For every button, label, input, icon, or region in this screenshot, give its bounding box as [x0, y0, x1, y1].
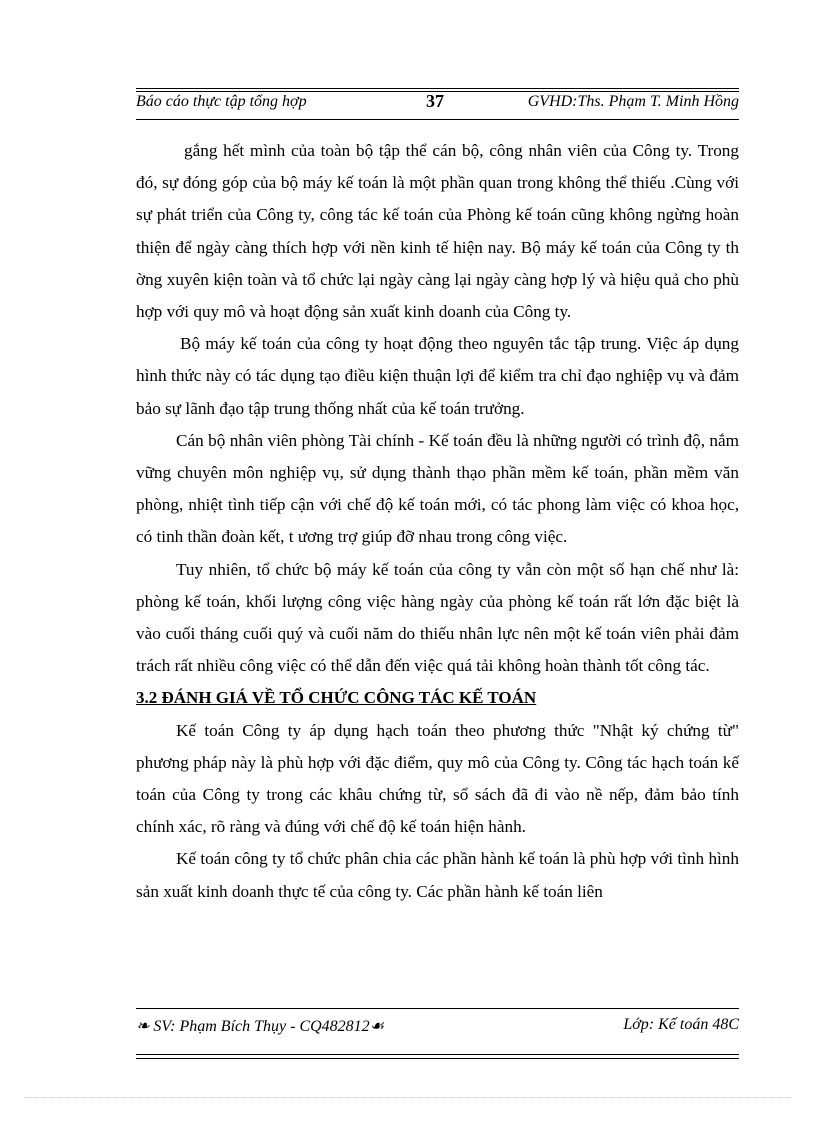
- section-heading: 3.2 ĐÁNH GIÁ VỀ TỔ CHỨC CÔNG TÁC KẾ TOÁN: [136, 688, 537, 708]
- header-rule-top: [136, 88, 739, 89]
- footer-rule-top: [136, 1008, 739, 1009]
- footer-rule-double-1: [136, 1054, 739, 1055]
- footer-rule-double-2: [136, 1058, 739, 1059]
- paragraph: Bộ máy kế toán của công ty hoạt động theo nguyên tắc tập trung. Việc áp dụng hình thức này có tác dụng tạo điều kiện thuận lợi để kiểm tra chỉ đạo nghiệp vụ và đảm bảo sự lãnh đạo tập trung thống nhất của kế toán trưởng.: [136, 334, 739, 418]
- document-body: [136, 135, 739, 908]
- paragraph: Kế toán công ty tổ chức phân chia các phần hành kế toán là phù hợp với tình hình sản xuất kinh doanh thực tế của công ty. Các phần hành kế toán liên: [136, 849, 739, 901]
- page-header: [136, 93, 739, 117]
- student-info: ❧ SV: Phạm Bích Thụy - CQ482812☙: [136, 1018, 385, 1035]
- paragraph: gắng hết mình của toàn bộ tập thể cán bộ, công nhân viên của Công ty. Trong đó, sự đóng góp của bộ máy kế toán là một phần quan trong không thể thiếu .Cùng với sự phát triển của Công ty, công tác kế toán của Phòng kế toán cũng không ngừng hoàn thiện để ngày càng thích hợp với nền kinh tế hiện nay. Bộ máy kế toán của Công ty th ờng xuyên kiện toàn và tổ chức lại ngày càng lại ngày càng hợp lý và hiệu quả cho phù hợp với quy mô và hoạt động sản xuất kinh doanh của Công ty.: [136, 141, 739, 322]
- advisor-name: GVHD:Ths. Phạm T. Minh Hồng: [527, 93, 739, 110]
- page-edge-dotted-line: [24, 1097, 792, 1098]
- header-underline: [136, 119, 739, 120]
- paragraph: Tuy nhiên, tổ chức bộ máy kế toán của công ty vẫn còn một số hạn chế như là: phòng kế toán, khối lượng công việc hàng ngày của phòng kế toán rất lớn đặc biệt là vào cuối tháng cuối quý và cuối năm do thiếu nhân lực nên một kế toán viên phải đảm trách rất nhiều công việc có thể dẫn đến việc quá tải không hoàn thành tốt công tác.: [136, 559, 739, 676]
- page-number: 37: [426, 91, 444, 111]
- report-title: Báo cáo thực tập tổng hợp: [136, 93, 307, 110]
- class-info: Lớp: Kế toán 48C: [623, 1016, 739, 1033]
- paragraph: Cán bộ nhân viên phòng Tài chính - Kế toán đều là những người có trình độ, nắm vững chuyên môn nghiệp vụ, sử dụng thành thạo phần mềm kế toán, phần mềm văn phòng, nhiệt tình tiếp cận với chế độ kế toán mới, có tác phong làm việc có khoa học, có tinh thần đoàn kết, t ương trợ giúp đỡ nhau trong công việc.: [136, 430, 739, 547]
- paragraph: Kế toán Công ty áp dụng hạch toán theo phương thức "Nhật ký chứng từ" phương pháp này là phù hợp với đặc điểm, quy mô của Công ty. Công tác hạch toán kế toán của Công ty trong các khâu chứng từ, sổ sách đã đi vào nề nếp, đảm bảo tính chính xác, rõ ràng và đúng với chế độ kế toán hiện hành.: [136, 720, 739, 837]
